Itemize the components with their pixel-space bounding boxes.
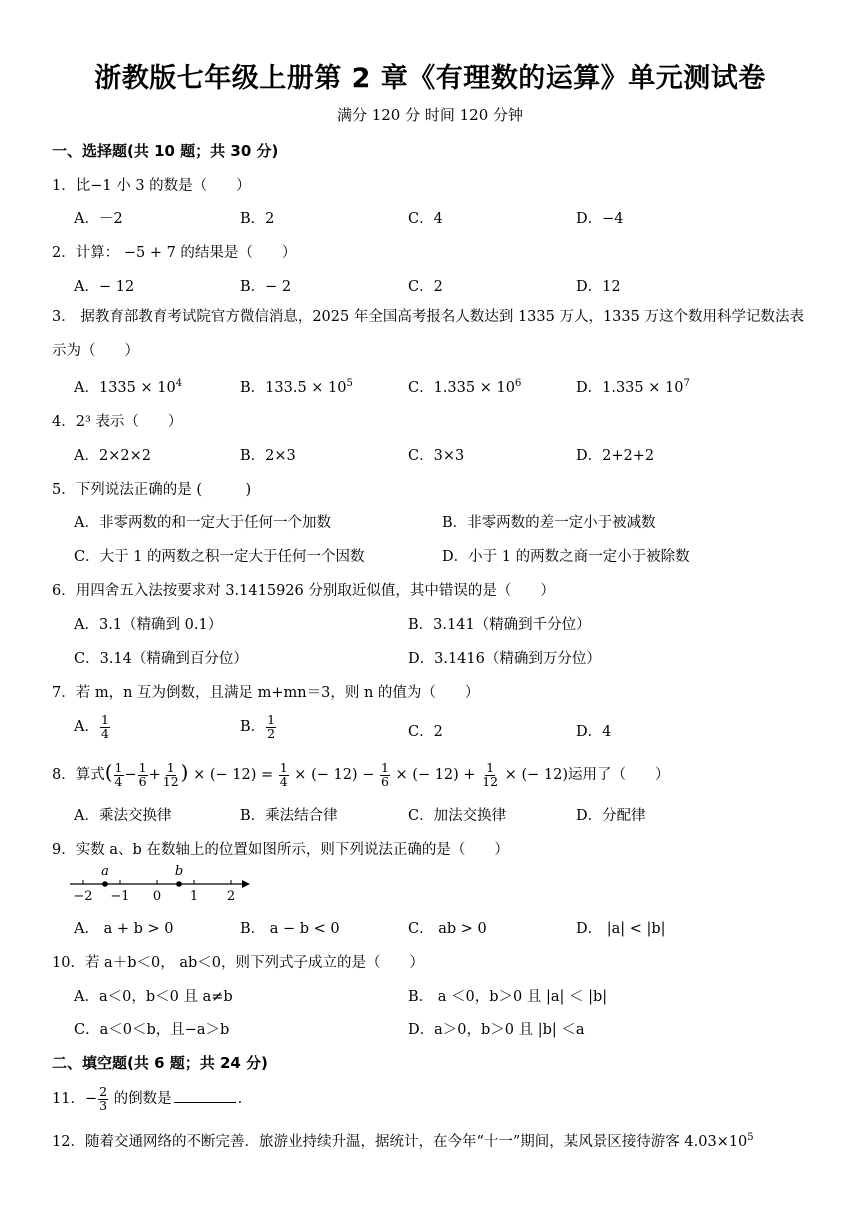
q1-option-b: B．2 [240, 211, 275, 227]
question-3: 3． 据教育部教育考试院官方微信消息，2025 年全国高考报名人数达到 1335 万人，1335 万这个数用科学记数法表示为（ ） [52, 309, 804, 359]
q4-option-b: B．2×3 [240, 448, 296, 464]
q1-option-a: A．－2 [74, 211, 123, 227]
q3-option-d: D．$1.335 \times 10^7$ [576, 378, 690, 396]
q3-option-a: A．$1335 \times 10^4$ [74, 378, 183, 396]
tick-label: 2 [226, 889, 236, 902]
q6-option-d: D．3.1416（精确到万分位） [408, 651, 601, 667]
tick-label: −1 [110, 889, 130, 902]
q3-option-c: C．$1.335 \times 10^6$ [408, 378, 522, 396]
page-title: 浙教版七年级上册第 2 章《有理数的运算》单元测试卷 [94, 63, 766, 94]
q8-option-d: D．分配律 [576, 808, 646, 824]
question-6: 6．用四舍五入法按要求对 3.1415926 分别取近似值，其中错误的是（ ） [52, 583, 555, 599]
q9-option-b: B． a − b < 0 [240, 921, 340, 937]
q4-option-d: D．2+2+2 [576, 448, 655, 464]
question-5: 5．下列说法正确的是 ( ) [52, 482, 252, 498]
question-2: 2．计算： −5 + 7 的结果是（ ） [52, 245, 297, 261]
q8-option-b: B．乘法结合律 [240, 808, 338, 824]
question-1: 1．比−1 小 3 的数是（ ） [52, 178, 251, 194]
q2-option-b: B．− 2 [240, 279, 292, 295]
q2-option-a: A．− 12 [74, 279, 135, 295]
page-subtitle: 满分 120 分 时间 120 分钟 [336, 106, 524, 124]
question-4: 4．2³ 表示（ ） [52, 414, 183, 430]
q10-option-a: A．a＜0，b＜0 且 a≠b [74, 989, 233, 1005]
number-line-figure [68, 862, 258, 902]
q2-option-d: D．12 [576, 279, 621, 295]
point-a [102, 881, 108, 887]
q10-option-d: D．a＞0，b＞0 且 |b| ＜a [408, 1022, 585, 1038]
q2-option-c: C．2 [408, 279, 443, 295]
tick-label: 0 [152, 889, 162, 902]
q9-option-d: D． |a| < |b| [576, 921, 666, 937]
section-heading-choice: 一、选择题(共 10 题；共 30 分) [52, 142, 279, 160]
q5-option-c: C．大于 1 的两数之积一定大于任何一个因数 [74, 549, 365, 565]
q7-option-d: D．4 [576, 724, 612, 740]
q1-option-c: C．4 [408, 211, 443, 227]
question-7: 7．若 m，n 互为倒数，且满足 m+mn＝3，则 n 的值为（ ） [52, 685, 480, 701]
q6-option-a: A．3.1（精确到 0.1） [74, 617, 223, 633]
section-heading-fill: 二、填空题(共 6 题；共 24 分) [52, 1054, 268, 1072]
tick-label: −2 [73, 889, 93, 902]
question-10: 10．若 a＋b＜0， ab＜0，则下列式子成立的是（ ） [52, 955, 424, 971]
q7-option-c: C．2 [408, 724, 443, 740]
q4-option-c: C．3×3 [408, 448, 465, 464]
q5-option-a: A．非零两数的和一定大于任何一个加数 [74, 515, 331, 531]
q7-option-a: A． $\frac{1}{4}$ [74, 712, 109, 741]
q6-option-b: B．3.141（精确到千分位） [408, 617, 591, 633]
point-a-label: a [101, 864, 109, 879]
question-8: 8．算式( $\frac{1}{4}$ − $\frac{1}{6}$ + $\frac{1}{12}$ ) × (− 12) = $\frac{1}{4}$ × (− 12) − $\frac{1}{6}$ × (− 12) + $\frac{1}{12}$ × (− 12)运用了（ ） [52, 760, 670, 789]
q10-option-c: C．a＜0＜b，且−a＞b [74, 1022, 230, 1038]
q7-option-b: B． $\frac{1}{2}$ [240, 712, 276, 741]
question-12: 12．随着交通网络的不断完善．旅游业持续升温，据统计，在今年“十一”期间，某风景区接待游客 $4.03\times 10^5$ [52, 1132, 754, 1150]
answer-blank [174, 1102, 236, 1103]
q9-option-c: C． ab > 0 [408, 921, 487, 937]
q5-option-d: D．小于 1 的两数之商一定小于被除数 [442, 549, 690, 565]
tick-label: 1 [189, 889, 199, 902]
q8-option-c: C．加法交换律 [408, 808, 507, 824]
q1-option-d: D．−4 [576, 211, 624, 227]
q10-option-b: B． a ＜0，b＞0 且 |a| ＜ |b| [408, 989, 608, 1005]
q3-option-b: B．$133.5 \times 10^5$ [240, 378, 353, 396]
q8-option-a: A．乘法交换律 [74, 808, 172, 824]
point-b [176, 881, 182, 887]
q6-option-c: C．3.14（精确到百分位） [74, 651, 248, 667]
q9-option-a: A． a + b > 0 [74, 921, 174, 937]
question-11: 11．− $\frac{2}{3}$ 的倒数是 . [52, 1084, 243, 1113]
q5-option-b: B．非零两数的差一定小于被减数 [442, 515, 656, 531]
point-b-label: b [174, 864, 184, 879]
question-9: 9．实数 a、b 在数轴上的位置如图所示，则下列说法正确的是（ ） [52, 842, 509, 858]
q4-option-a: A．2×2×2 [74, 448, 151, 464]
